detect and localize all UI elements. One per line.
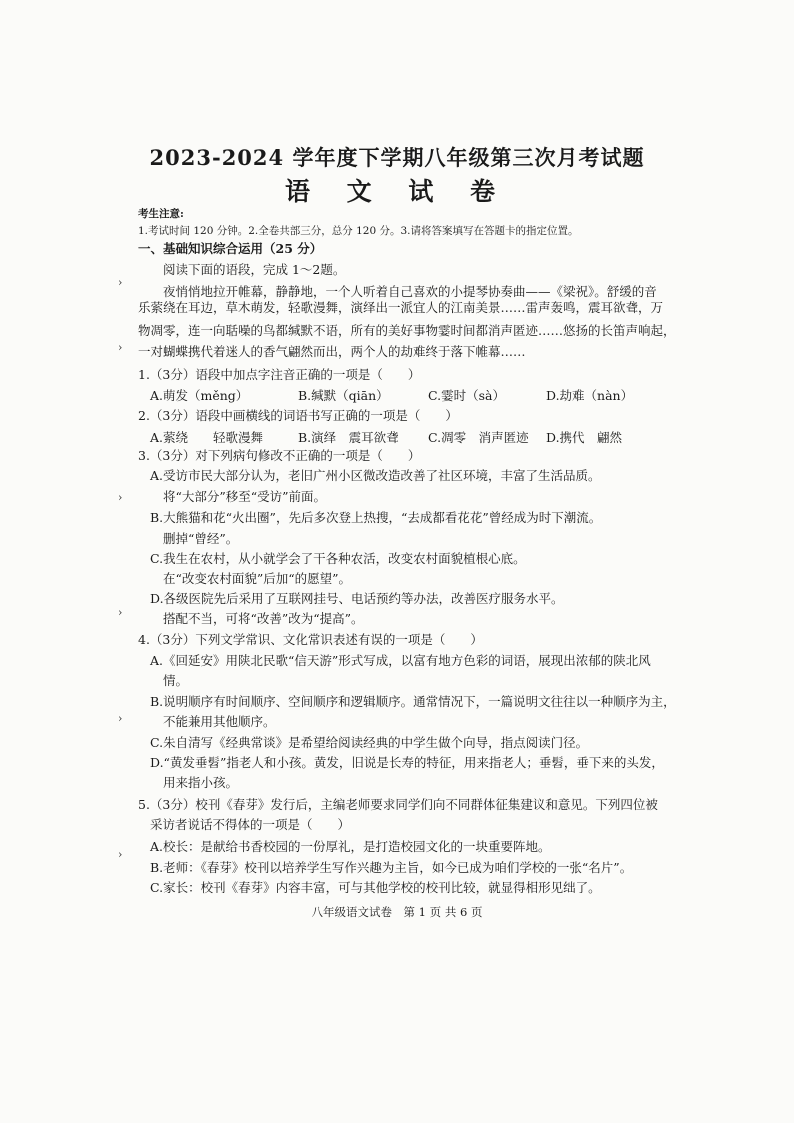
- passage-line: 乐萦绕在耳边，草木萌发，轻歌漫舞，演绎出一派宜人的江南美景……雷声轰鸣，震耳欲聋，万: [138, 300, 664, 315]
- binding-mark: ›: [118, 341, 123, 354]
- exam-title: 2023-2024 学年度下学期八年级第三次月考试题: [149, 145, 645, 170]
- page-footer: 八年级语文试卷 第 1 页 共 6 页: [311, 905, 483, 919]
- binding-mark: ›: [118, 606, 123, 619]
- question-stem: 2.（3分）语段中画横线的词语书写正确的一项是（ ）: [138, 408, 458, 423]
- passage-line: 一对蝴蝶携代着迷人的香气翩然而出，两个人的劫难终于落下帷幕……: [138, 344, 526, 359]
- question-stem: 4.（3分）下列文学常识、文化常识表述有误的一项是（ ）: [138, 632, 483, 647]
- question-item: C.朱自清写《经典常谈》是希望给阅读经典的中学生做个向导，指点阅读门径。: [150, 735, 589, 750]
- notice-heading: 考生注意:: [138, 208, 184, 220]
- passage-line: 物凋零，连一向聒噪的鸟都缄默不语，所有的美好事物霎时间都消声匿迹……悠扬的长笛声响起，: [138, 323, 676, 338]
- answer-option: D.劫难（nàn）: [546, 388, 634, 403]
- passage-line: 夜悄悄地拉开帷幕，静静地，一个人听着自己喜欢的小提琴协奏曲——《梁祝》。舒缓的音: [163, 284, 657, 299]
- question-item: 用来指小孩。: [163, 775, 239, 790]
- answer-option: C.霎时（sà）: [428, 388, 505, 403]
- question-item: B.说明顺序有时间顺序、空间顺序和逻辑顺序。通常情况下，一篇说明文往往以一种顺序为主，: [150, 694, 676, 709]
- question-item: A.受访市民大部分认为，老旧广州小区微改造改善了社区环境，丰富了生活品质。: [150, 468, 601, 483]
- answer-option: A.萦绕 轻歌漫舞: [150, 430, 264, 445]
- question-item: C.家长：校刊《春芽》内容丰富，可与其他学校的校刊比较，就显得相形见绌了。: [150, 880, 601, 895]
- binding-mark: ›: [118, 491, 123, 504]
- question-item: 不能兼用其他顺序。: [163, 714, 276, 729]
- question-stem: 5.（3分）校刊《春芽》发行后，主编老师要求同学们向不同群体征集建议和意见。下列四位被: [138, 797, 658, 812]
- question-item: 在“改变农村面貌”后加“的愿望”。: [163, 571, 352, 586]
- answer-option: D.携代 翩然: [546, 430, 623, 445]
- section-heading: 一、基础知识综合运用（25 分）: [138, 241, 323, 256]
- exam-subtitle: 语 文 试 卷: [284, 177, 510, 206]
- answer-option: C.凋零 消声匿迹: [428, 430, 529, 445]
- notice-text: 1.考试时间 120 分钟。2.全卷共部三分，总分 120 分。3.请将答案填写在答题卡的指定位置。: [138, 225, 579, 237]
- binding-mark: ›: [118, 276, 123, 289]
- question-item: 删掉“曾经”。: [163, 531, 239, 546]
- binding-mark: ›: [118, 848, 123, 861]
- question-item: 情。: [163, 673, 189, 688]
- question-item: C.我生在农村，从小就学会了干各种农活，改变农村面貌植根心底。: [150, 551, 526, 566]
- question-item: D.各级医院先后采用了互联网挂号、电话预约等办法，改善医疗服务水平。: [150, 591, 564, 606]
- question-stem-continued: 采访者说话不得体的一项是（ ）: [150, 817, 351, 832]
- question-stem: 3.（3分）对下列病句修改不正确的一项是（ ）: [138, 448, 421, 463]
- answer-option: A.萌发（měng）: [150, 388, 249, 403]
- binding-mark: ›: [118, 712, 123, 725]
- answer-option: B.缄默（qiān）: [298, 388, 389, 403]
- answer-option: B.演绎 震耳欲聋: [298, 430, 399, 445]
- question-item: B.大熊猫和花“火出圈”，先后多次登上热搜，“去成都看花花”曾经成为时下潮流。: [150, 510, 602, 525]
- question-item: 搭配不当，可将“改善”改为“提高”。: [163, 611, 364, 626]
- question-item: A.《回延安》用陕北民歌“信天游”形式写成，以富有地方色彩的词语，展现出浓郁的陕北风: [150, 653, 651, 668]
- question-stem: 1.（3分）语段中加点字注音正确的一项是（ ）: [138, 367, 421, 382]
- question-item: D.“黄发垂髫”指老人和小孩。黄发，旧说是长寿的特征，用来指老人；垂髫，垂下来的头发，: [150, 755, 664, 770]
- question-item: B.老师：《春芽》校刊以培养学生写作兴趣为主旨，如今已成为咱们学校的一张“名片”。: [150, 860, 633, 875]
- question-item: A.校长：是献给书香校园的一份厚礼，是打造校园文化的一块重要阵地。: [150, 839, 551, 854]
- passage-intro: 阅读下面的语段，完成 1～2题。: [163, 262, 346, 277]
- question-item: 将“大部分”移至“受访”前面。: [163, 489, 327, 504]
